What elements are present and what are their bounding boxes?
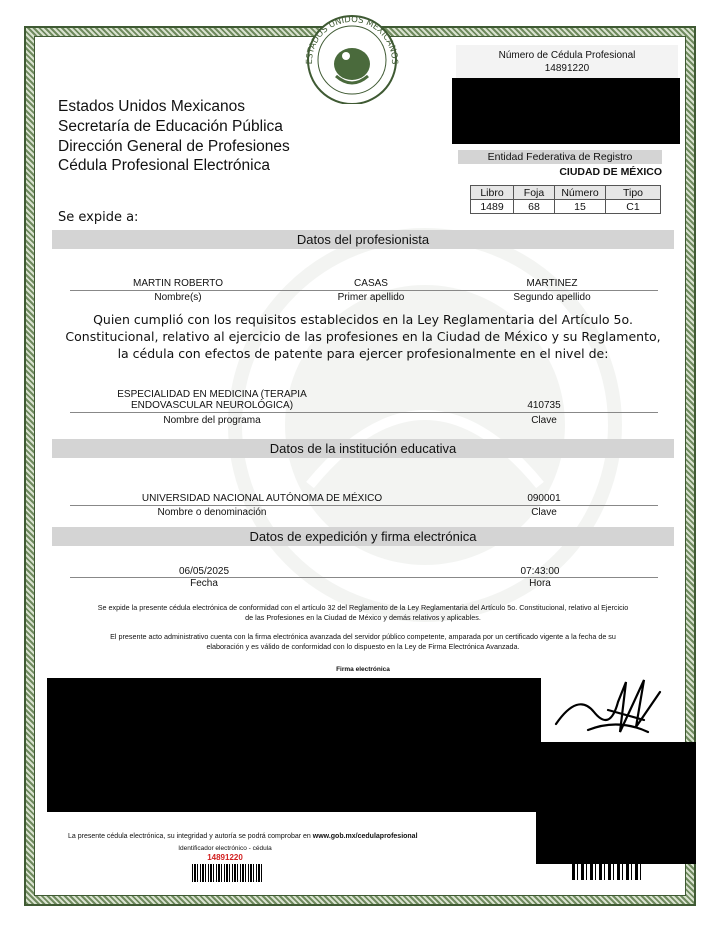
fecha-label: Fecha xyxy=(190,578,218,589)
nombres-value: MARTIN ROBERTO xyxy=(132,278,223,289)
se-expide-label: Se expide a: xyxy=(58,210,139,225)
registro-table xyxy=(470,185,661,214)
divider xyxy=(70,412,658,413)
segundo-apellido-label: Segundo apellido xyxy=(513,292,591,303)
section-profesionista: Datos del profesionista xyxy=(52,230,674,249)
hora-value: 07:43:00 xyxy=(520,566,560,577)
divider xyxy=(70,505,658,506)
cedula-number-value: 14891220 xyxy=(544,63,590,74)
registro-value-libro: 1489 xyxy=(471,200,514,214)
qr-code-fragment-icon xyxy=(572,864,642,880)
requisitos-paragraph-line-2: Constitucional, relativo al ejercicio de las profesiones en la Ciudad de México y su Reglamento, xyxy=(65,329,661,344)
entidad-label: Entidad Federativa de Registro xyxy=(458,150,662,164)
registro-value-tipo: C1 xyxy=(606,200,661,214)
nombres-label: Nombre(s) xyxy=(154,292,202,303)
institucion-clave-value: 090001 xyxy=(527,493,561,504)
primer-apellido-value: CASAS xyxy=(354,278,388,289)
primer-apellido-label: Primer apellido xyxy=(337,292,405,303)
hora-label: Hora xyxy=(529,578,551,589)
institucion-nombre-label: Nombre o denominación xyxy=(157,507,267,518)
section-institucion: Datos de la institución educativa xyxy=(52,439,674,458)
institucion-clave-label: Clave xyxy=(531,507,557,518)
programa-clave-value: 410735 xyxy=(527,400,561,411)
programa-value-line-2: ENDOVASCULAR NEUROLÓGICA) xyxy=(130,400,294,411)
registro-header-tipo: Tipo xyxy=(606,186,661,200)
heading-secretaria: Secretaría de Educación Pública xyxy=(58,118,283,135)
registro-value-numero: 15 xyxy=(555,200,606,214)
entidad-value: CIUDAD DE MÉXICO xyxy=(559,166,662,178)
legal-paragraph-1-line-1: Se expide la presente cédula electrónica de conformidad con el artículo 32 del Reglamento de la Ley Reglamentaria del Artículo 5o. Constitucional, relativo al Ejercicio xyxy=(97,603,629,612)
redaction-block xyxy=(452,78,680,144)
registro-header-libro: Libro xyxy=(471,186,514,200)
heading-document-type: Cédula Profesional Electrónica xyxy=(58,157,270,174)
verify-prefix: La presente cédula electrónica, su integridad y autoría se podrá comprobar en xyxy=(68,833,313,840)
handwritten-signature-icon xyxy=(548,672,668,742)
heading-country: Estados Unidos Mexicanos xyxy=(58,98,245,115)
registro-value-foja: 68 xyxy=(514,200,555,214)
institucion-nombre-value: UNIVERSIDAD NACIONAL AUTÓNOMA DE MÉXICO xyxy=(141,493,383,504)
registro-header-foja: Foja xyxy=(514,186,555,200)
identificador-label: Identificador electrónico - cédula xyxy=(178,845,272,852)
fecha-value: 06/05/2025 xyxy=(178,566,230,577)
cedula-number-label: Número de Cédula Profesional xyxy=(498,50,636,61)
programa-value-line-1: ESPECIALIDAD EN MEDICINA (TERAPIA xyxy=(117,389,307,400)
programa-label: Nombre del programa xyxy=(163,415,261,426)
legal-paragraph-2-line-1: El presente acto administrativo cuenta con la firma electrónica avanzada del servidor público competente, amparada por un certificado vigente a la fecha de su xyxy=(110,632,616,641)
programa-clave-label: Clave xyxy=(531,415,557,426)
requisitos-paragraph-line-1: Quien cumplió con los requisitos establecidos en la Ley Reglamentaria del Artículo 5o. xyxy=(93,312,633,327)
barcode-icon xyxy=(192,864,262,882)
redaction-block xyxy=(536,742,696,864)
redaction-block xyxy=(47,678,541,812)
identificador-value: 14891220 xyxy=(207,853,243,862)
section-expedicion: Datos de expedición y firma electrónica xyxy=(52,527,674,546)
segundo-apellido-value: MARTINEZ xyxy=(526,278,578,289)
coat-of-arms-seal-icon xyxy=(300,4,404,104)
legal-paragraph-1-line-2: de las Profesiones en la Ciudad de México y demás relativos y aplicables. xyxy=(245,613,481,622)
verify-text xyxy=(68,833,418,840)
firma-electronica-label: Firma electrónica xyxy=(336,666,390,673)
registro-header-numero: Número xyxy=(555,186,606,200)
requisitos-paragraph-line-3: la cédula con efectos de patente para ejercer profesionalmente en el nivel de: xyxy=(117,346,609,361)
verify-url[interactable]: www.gob.mx/cedulaprofesional xyxy=(312,833,418,840)
divider xyxy=(70,290,658,291)
seal-text: ESTADOS UNIDOS MEXICANOS xyxy=(304,14,400,65)
legal-paragraph-2-line-2: elaboración y es válido de conformidad con lo dispuesto en la Ley de Firma Electrónica Avanzada. xyxy=(206,642,520,651)
heading-direccion: Dirección General de Profesiones xyxy=(58,138,290,155)
